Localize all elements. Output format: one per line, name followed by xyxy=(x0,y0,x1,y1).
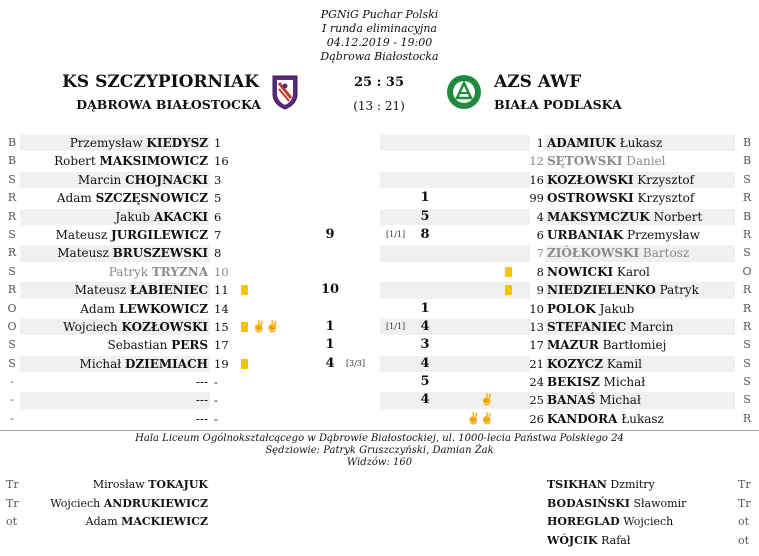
away-player-name: POLOK Jakub xyxy=(547,301,635,316)
away-player-surname: MAZUR xyxy=(547,338,599,353)
away-player-name: ADAMIUK Łukasz xyxy=(547,136,663,150)
away-player-surname: BANAŚ xyxy=(547,393,596,408)
away-player-name: BANAŚ Michał xyxy=(547,393,641,408)
home-player-number: 7 xyxy=(214,227,222,242)
away-player-penalties: [1/1] xyxy=(386,321,406,331)
home-player-name: Przemysław KIEDYSZ xyxy=(69,136,208,150)
home-staff-name: Adam MACKIEWICZ xyxy=(85,515,208,528)
table-row xyxy=(0,355,759,373)
final-score: 25 : 35 xyxy=(353,75,405,90)
away-player-position: S xyxy=(743,393,751,407)
yellow-card-icon xyxy=(241,285,248,295)
home-player-name: --- xyxy=(195,375,208,390)
row-stripe xyxy=(380,392,530,408)
yellow-card-icon xyxy=(505,285,512,295)
table-row xyxy=(0,263,759,281)
home-player-position: S xyxy=(8,264,16,278)
home-player-position: S xyxy=(8,172,16,186)
away-player-name: MAZUR Bartłomiej xyxy=(547,338,667,353)
away-player-number: 26 xyxy=(529,411,544,426)
home-player-surname: ŁABIENIEC xyxy=(129,283,208,298)
table-row xyxy=(0,281,759,299)
away-player-position: R xyxy=(742,191,752,205)
away-player-number: 12 xyxy=(529,154,544,169)
match-header xyxy=(0,8,759,64)
home-player-position: - xyxy=(10,393,14,407)
away-player-position: R xyxy=(742,319,752,333)
suspension-icon: ✌ xyxy=(480,393,494,407)
home-player-position: - xyxy=(10,375,14,389)
competition-title: PGNiG Puchar Polski xyxy=(320,8,439,21)
away-player-surname: OSTROWSKI xyxy=(547,191,634,206)
referees-text: Sędziowie: Patryk Gruszczyński, Damian Żak xyxy=(265,445,494,456)
away-player-position: R xyxy=(742,283,752,297)
home-player-number: 11 xyxy=(214,283,229,298)
home-player-position: B xyxy=(7,136,17,149)
table-row xyxy=(0,244,759,262)
home-player-number: 6 xyxy=(214,209,222,224)
away-player-surname: STEFANIEC xyxy=(547,319,627,334)
home-player-name: Adam SZCZĘSNOWICZ xyxy=(56,191,208,206)
home-player-position: S xyxy=(8,227,16,241)
table-row xyxy=(0,189,759,207)
home-player-penalties: [3/3] xyxy=(346,358,366,368)
players-table xyxy=(0,134,759,428)
away-player-position: R xyxy=(742,411,752,425)
away-player-name: NOWICKI Karol xyxy=(547,264,650,279)
home-team-city: DĄBROWA BIAŁOSTOCKA xyxy=(76,97,261,112)
match-datetime: 04.12.2019 - 19:00 xyxy=(326,36,433,49)
away-player-number: 13 xyxy=(529,319,544,334)
away-team-logo xyxy=(446,74,482,110)
table-row xyxy=(0,208,759,226)
away-staff-position: ot xyxy=(738,533,750,547)
away-player-goals: 4 xyxy=(420,355,430,371)
away-player-number: 6 xyxy=(536,227,544,242)
home-player-position: R xyxy=(7,283,17,297)
home-player-surname: PERS xyxy=(171,338,208,353)
suspension-icon: ✌✌ xyxy=(466,411,494,425)
away-player-surname: NIEDZIELENKO xyxy=(547,283,656,298)
venue-text: Hala Liceum Ogólnokształcącego w Dąbrowie Białostockiej, ul. 1000-lecia Państwa Polskiego 24 xyxy=(135,433,624,444)
row-stripe xyxy=(380,135,530,151)
away-player-surname: MAKSYMCZUK xyxy=(547,209,650,224)
home-player-name: Adam LEWKOWICZ xyxy=(80,301,208,316)
round-label: I runda eliminacyjna xyxy=(322,22,437,35)
away-player-name: ZIÓŁKOWSKI Bartosz xyxy=(547,246,690,261)
away-player-number: 10 xyxy=(529,301,544,316)
away-player-name: BEKISZ Michał xyxy=(547,375,646,390)
home-staff-position: Tr xyxy=(6,496,19,510)
away-player-number: 16 xyxy=(529,172,544,187)
home-staff-surname: MACKIEWICZ xyxy=(121,515,208,528)
match-city: Dąbrowa Białostocka xyxy=(320,50,439,63)
table-row xyxy=(0,134,759,152)
home-player-surname: CHOJNACKI xyxy=(125,172,208,187)
table-row xyxy=(0,410,759,428)
yellow-card-icon xyxy=(241,322,248,332)
home-player-position: O xyxy=(7,319,17,333)
row-stripe xyxy=(20,392,210,408)
away-player-position: R xyxy=(742,227,752,241)
away-staff-position: Tr xyxy=(738,496,751,510)
away-player-surname: KOZŁOWSKI xyxy=(547,172,634,187)
table-row xyxy=(0,171,759,189)
away-player-surname: BEKISZ xyxy=(547,375,600,390)
divider xyxy=(0,430,759,431)
away-player-number: 99 xyxy=(529,191,544,206)
home-player-number: 15 xyxy=(214,319,229,334)
home-player-number: 19 xyxy=(214,356,229,371)
audience-text: Widzów: 160 xyxy=(346,457,413,468)
away-player-name: KOZYCZ Kamil xyxy=(547,356,642,371)
home-staff-surname: TOKAJUK xyxy=(148,478,208,491)
home-player-name: Mateusz JURGILEWICZ xyxy=(55,227,208,242)
home-player-surname: TRYZNA xyxy=(151,264,208,279)
home-player-goals: 1 xyxy=(325,318,335,334)
home-team-logo xyxy=(271,74,299,110)
away-player-surname: POLOK xyxy=(547,301,596,316)
home-player-position: B xyxy=(7,154,17,168)
home-player-position: O xyxy=(7,301,17,315)
staff-list xyxy=(0,478,759,556)
home-player-name: Marcin CHOJNACKI xyxy=(77,172,208,187)
home-staff-name: Mirosław TOKAJUK xyxy=(92,478,208,491)
home-player-goals: 4 xyxy=(325,355,335,371)
home-player-name: Wojciech KOZŁOWSKI xyxy=(63,319,208,334)
home-player-number: - xyxy=(214,411,218,426)
home-player-name: Robert MAKSIMOWICZ xyxy=(54,154,208,169)
table-row xyxy=(0,336,759,354)
home-player-goals: 10 xyxy=(320,282,340,298)
home-player-surname: KIEDYSZ xyxy=(146,136,208,150)
away-player-number: 7 xyxy=(536,246,544,261)
away-player-number: 25 xyxy=(529,393,544,408)
half-time-score: (13 : 21) xyxy=(353,99,405,113)
row-stripe xyxy=(380,209,530,225)
home-staff-name: Wojciech ANDRUKIEWICZ xyxy=(50,496,208,510)
away-player-name: SĘTOWSKI Daniel xyxy=(547,154,666,169)
table-row xyxy=(0,300,759,318)
home-player-number: 16 xyxy=(214,154,229,169)
home-player-surname: DZIEMIACH xyxy=(124,356,208,371)
away-player-surname: ZIÓŁKOWSKI xyxy=(547,246,640,261)
row-stripe xyxy=(380,356,530,372)
away-player-goals: 4 xyxy=(420,392,430,408)
away-player-goals: 8 xyxy=(420,226,430,242)
home-player-number: - xyxy=(214,375,218,390)
row-stripe xyxy=(380,172,530,188)
away-staff-position: ot xyxy=(738,515,750,528)
home-player-goals: 9 xyxy=(325,226,335,242)
away-player-surname: ADAMIUK xyxy=(547,136,616,150)
away-player-name: NIEDZIELENKO Patryk xyxy=(547,283,699,298)
away-player-name: KOZŁOWSKI Krzysztof xyxy=(547,172,695,187)
away-player-position: R xyxy=(742,301,752,315)
home-player-position: - xyxy=(10,411,14,425)
home-player-number: 8 xyxy=(214,246,222,261)
away-staff-position: Tr xyxy=(738,478,751,491)
home-player-surname: LEWKOWICZ xyxy=(118,301,208,316)
home-player-surname: JURGILEWICZ xyxy=(111,227,208,242)
away-player-name: KANDORA Łukasz xyxy=(547,411,664,426)
away-staff-surname: HOREGLAD xyxy=(547,515,620,528)
away-player-position: S xyxy=(743,246,751,260)
away-player-position: S xyxy=(743,356,751,370)
away-player-position: B xyxy=(742,136,752,149)
away-player-name: MAKSYMCZUK Norbert xyxy=(547,209,703,224)
away-player-number: 8 xyxy=(536,264,544,279)
home-player-name: Mateusz ŁABIENIEC xyxy=(74,283,208,298)
away-player-goals: 5 xyxy=(420,374,430,390)
home-player-surname: KOZŁOWSKI xyxy=(121,319,208,334)
home-player-surname: SZCZĘSNOWICZ xyxy=(95,191,208,206)
away-player-number: 4 xyxy=(536,209,544,224)
home-player-number: 10 xyxy=(214,264,229,279)
away-player-surname: NOWICKI xyxy=(547,264,614,279)
away-player-number: 21 xyxy=(529,356,544,371)
away-staff-name: BODASIŃSKI Sławomir xyxy=(547,496,687,510)
away-team-name: AZS AWF xyxy=(494,72,582,92)
home-player-number: - xyxy=(214,393,218,408)
away-player-position: B xyxy=(742,154,752,168)
home-player-name: --- xyxy=(195,411,208,426)
table-row xyxy=(0,226,759,244)
row-stripe xyxy=(380,245,530,261)
away-player-number: 1 xyxy=(536,136,544,150)
away-staff-name: WÓJCIK Rafał xyxy=(547,533,631,547)
table-row xyxy=(0,318,759,336)
home-player-number: 5 xyxy=(214,191,222,206)
away-player-goals: 4 xyxy=(420,318,430,334)
home-player-name: Patryk TRYZNA xyxy=(108,264,208,279)
away-staff-surname: TSIKHAN xyxy=(547,478,607,491)
away-player-goals: 3 xyxy=(420,337,430,353)
home-player-number: 3 xyxy=(214,172,222,187)
yellow-card-icon xyxy=(505,267,512,277)
away-player-surname: KOZYCZ xyxy=(547,356,603,371)
away-player-name: STEFANIEC Marcin xyxy=(547,319,674,334)
home-player-position: R xyxy=(7,191,17,205)
home-player-number: 14 xyxy=(214,301,229,316)
away-player-name: URBANIAK Przemysław xyxy=(547,227,700,242)
away-player-surname: SĘTOWSKI xyxy=(547,154,623,169)
away-player-position: O xyxy=(742,264,752,278)
away-team-city: BIAŁA PODLASKA xyxy=(494,97,622,112)
away-player-surname: KANDORA xyxy=(547,411,618,426)
yellow-card-icon xyxy=(241,359,248,369)
home-player-surname: BRUSZEWSKI xyxy=(112,246,208,261)
home-player-name: --- xyxy=(195,393,208,408)
home-player-surname: MAKSIMOWICZ xyxy=(99,154,208,169)
away-player-position: B xyxy=(742,209,752,223)
away-staff-name: TSIKHAN Dzmitry xyxy=(547,478,655,491)
home-player-name: Mateusz BRUSZEWSKI xyxy=(57,246,208,261)
home-player-position: S xyxy=(8,338,16,352)
away-player-position: S xyxy=(743,172,751,186)
away-player-position: S xyxy=(743,338,751,352)
match-info-footer xyxy=(0,433,759,469)
home-player-goals: 1 xyxy=(325,337,335,353)
away-player-number: 9 xyxy=(536,283,544,298)
home-staff-position: Tr xyxy=(6,478,19,491)
away-player-number: 17 xyxy=(529,338,544,353)
away-staff-name: HOREGLAD Wojciech xyxy=(547,515,674,528)
away-player-goals: 1 xyxy=(420,300,430,316)
away-player-name: OSTROWSKI Krzysztof xyxy=(547,191,695,206)
home-player-position: R xyxy=(7,246,17,260)
away-player-position: S xyxy=(743,375,751,389)
suspension-icon: ✌✌ xyxy=(252,319,280,333)
home-player-name: Sebastian PERS xyxy=(107,338,208,353)
home-staff-position: ot xyxy=(6,515,18,528)
table-row xyxy=(0,373,759,391)
table-row xyxy=(0,152,759,170)
away-player-surname: URBANIAK xyxy=(547,227,624,242)
home-team-name: KS SZCZYPIORNIAK xyxy=(62,72,259,92)
away-staff-surname: WÓJCIK xyxy=(547,533,598,547)
home-player-surname: AKACKI xyxy=(153,209,208,224)
away-player-number: 24 xyxy=(529,375,544,390)
away-player-goals: 1 xyxy=(420,190,430,206)
home-player-number: 1 xyxy=(214,136,222,150)
away-player-goals: 5 xyxy=(420,208,430,224)
home-player-name: Jakub AKACKI xyxy=(115,209,208,224)
table-row xyxy=(0,391,759,409)
home-player-name: Michał DZIEMIACH xyxy=(79,356,208,371)
home-player-position: S xyxy=(8,356,16,370)
home-player-position: R xyxy=(7,209,17,223)
away-staff-surname: BODASIŃSKI xyxy=(547,496,630,510)
home-player-number: 17 xyxy=(214,338,229,353)
home-staff-surname: ANDRUKIEWICZ xyxy=(103,496,208,510)
away-player-penalties: [1/1] xyxy=(386,229,406,239)
